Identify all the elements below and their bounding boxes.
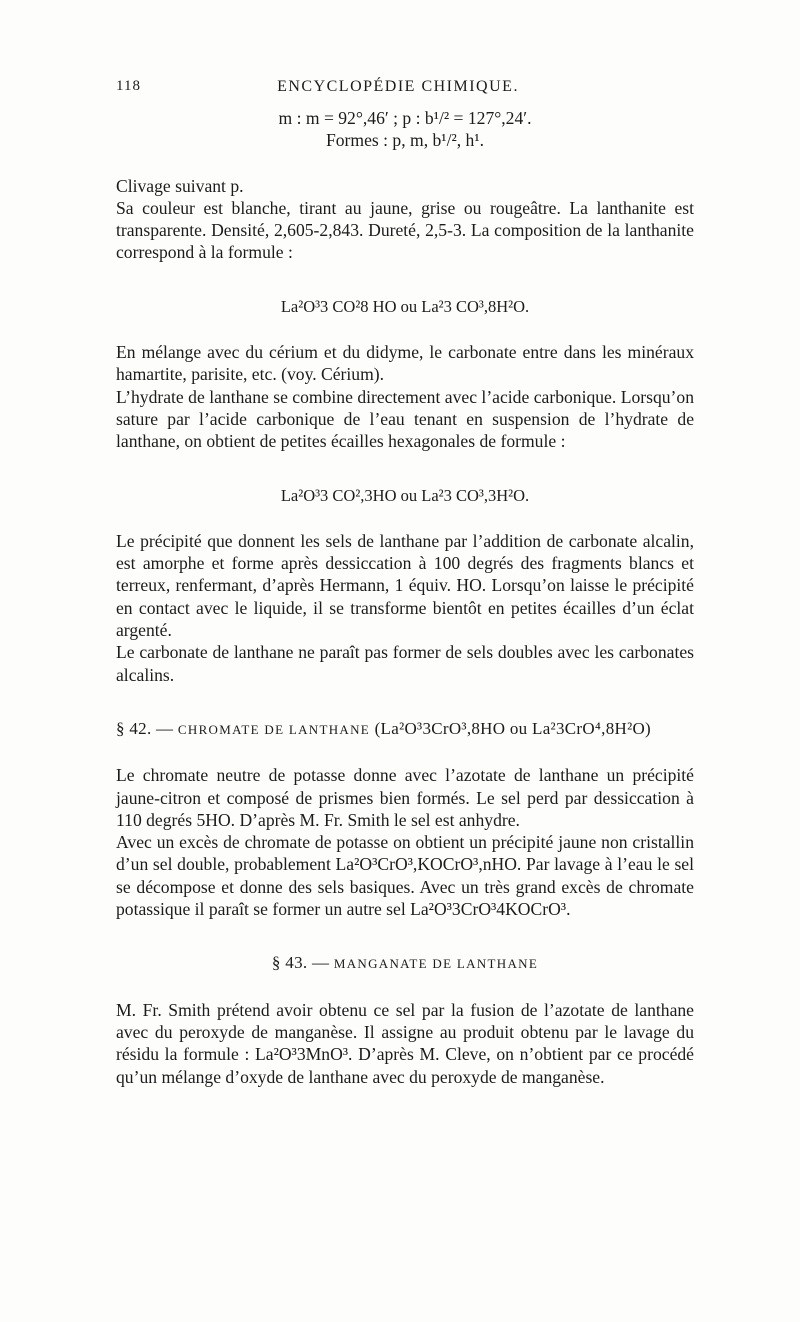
paragraph-mixture: En mélange avec du cérium et du didyme, le carbonate entre dans les minéraux hamartite, parisite, etc. (voy. Cérium).	[116, 342, 694, 385]
section-42-formula: (La²O³3CrO³,8HO ou La²3CrO⁴,8H²O)	[374, 718, 652, 738]
crystal-angles: m : m = 92°,46′ ; p : b¹/² = 127°,24′.	[278, 108, 532, 128]
page-body	[116, 95, 694, 1088]
section-43-heading	[116, 952, 694, 975]
section-42-number: § 42. —	[116, 718, 174, 738]
running-title: ENCYCLOPÉDIE CHIMIQUE.	[277, 78, 519, 95]
page-number: 118	[116, 78, 141, 94]
section-42-title: CHROMATE DE LANTHANE	[177, 721, 371, 737]
paragraph-chromate-neutral: Le chromate neutre de potasse donne avec l’azotate de lanthane un précipité jaune-citron et composé de prismes bien formés. Le sel perd par dessiccation à 110 degrés 5HO. D’après M. Fr. Smith le sel est anhydre.	[116, 765, 694, 830]
paragraph-cleavage: Clivage suivant p.	[116, 175, 244, 196]
paragraph-manganate: M. Fr. Smith prétend avoir obtenu ce sel par la fusion de l’azotate de lanthane avec du peroxyde de manganèse. Il assigne au produit obtenu par le lavage du résidu la formule : La²O³3MnO³. D’après M. Cleve, on n’obtient par ce procédé qu’un mélange d’oxyde de lanthane avec du peroxyde de manganèse.	[116, 999, 694, 1087]
paragraph-hydrate: L’hydrate de lanthane se combine directement avec l’acide carbonique. Lorsqu’on sature par l’acide carbonique de l’eau tenant en suspension de l’hydrate de lanthane, on obtient de petites écailles hexagonales de formule :	[116, 386, 694, 452]
formula-hydrate: La²O³3 CO²,3HO ou La²3 CO³,3H²O.	[280, 485, 530, 505]
crystal-forms: Formes : p, m, b¹/², h¹.	[325, 130, 485, 151]
paragraph-chromate-excess: Avec un excès de chromate de potasse on obtient un précipité jaune non cristallin d’un sel double, probablement La²O³CrO³,KOCrO³,nHO. Par lavage à l’eau le sel se décompose et donne des sels basiques. Avec un très grand excès de chromate potassique il paraît se former un autre sel La²O³3CrO³4KOCrO³.	[116, 832, 694, 920]
formula-lanthanite: La²O³3 CO²8 HO ou La²3 CO³,8H²O.	[280, 296, 530, 316]
section-43-title: MANGANATE DE LANTHANE	[333, 956, 539, 972]
paragraph-color-density: Sa couleur est blanche, tirant au jaune, grise ou rougeâtre. La lanthanite est transparente. Densité, 2,605-2,843. Dureté, 2,5-3. La composition de la lanthanite correspond à la formule :	[116, 197, 694, 263]
paragraph-precipitate: Le précipité que donnent les sels de lanthane par l’addition de carbonate alcalin, est amorphe et forme après dessiccation à 100 degrés des fragments blancs et terreux, renfermant, d’après Hermann, 1 équiv. HO. Lorsqu’on laisse le précipité en contact avec le liquide, il se transforme bientôt en petites écailles d’un éclat argenté.	[116, 530, 694, 641]
paragraph-double-salts: Le carbonate de lanthane ne paraît pas former de sels doubles avec les carbonates alcalins.	[116, 642, 694, 685]
section-42-heading	[116, 718, 694, 741]
section-43-number: § 43. —	[271, 953, 330, 973]
